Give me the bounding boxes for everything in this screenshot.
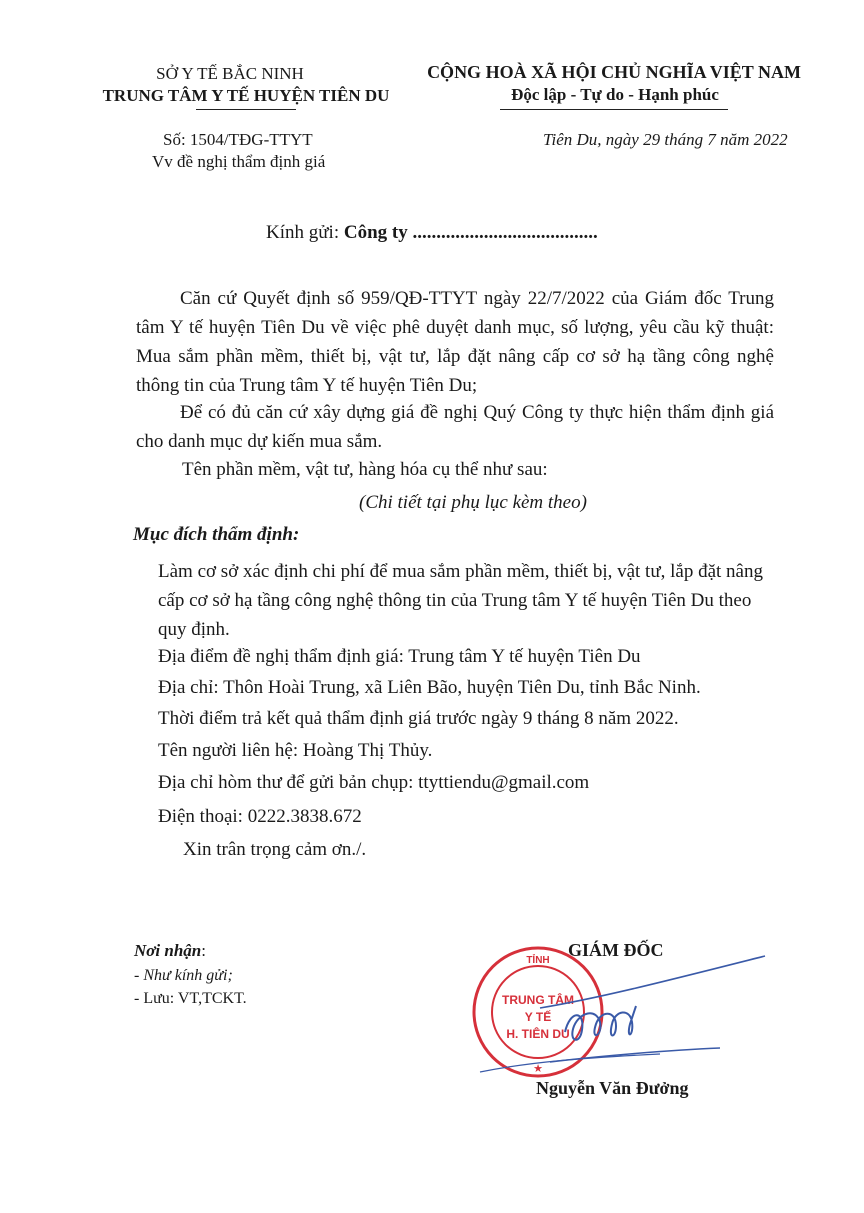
recipient-item: - Như kính gửi; bbox=[134, 967, 233, 984]
place-date: Tiên Du, ngày 29 tháng 7 năm 2022 bbox=[543, 130, 788, 149]
salutation bbox=[266, 222, 598, 244]
recipients-heading bbox=[134, 941, 206, 961]
purpose-heading: Mục đích thẩm định: bbox=[133, 524, 300, 545]
paragraph-purpose-request: Để có đủ căn cứ xây dựng giá đề nghị Quý Công ty thực hiện thẩm định giá cho danh mục dự kiến mua sắm. bbox=[136, 402, 774, 452]
org-underline bbox=[196, 109, 296, 110]
paragraph-item-list-intro: Tên phần mềm, vật tư, hàng hóa cụ thể như sau: bbox=[182, 459, 548, 480]
org-parent: SỞ Y TẾ BẮC NINH bbox=[156, 64, 304, 83]
signature-title: GIÁM ĐỐC bbox=[568, 940, 664, 960]
recipients-heading-colon: : bbox=[201, 941, 206, 960]
salutation-prefix: Kính gửi: bbox=[266, 222, 340, 243]
doc-subject: Vv đề nghị thẩm định giá bbox=[152, 152, 326, 171]
salutation-recipient: Công ty ....................................... bbox=[343, 222, 598, 243]
paragraph-legal-basis: Căn cứ Quyết định số 959/QĐ-TTYT ngày 22/7/2022 của Giám đốc Trung tâm Y tế huyện Tiên Du về việc phê duyệt danh mục, số lượng, yêu cầu kỹ thuật: Mua sắm phần mềm, thiết bị, vật tư, lắp đặt nâng cấp cơ sở hạ tầng công nghệ thông tin của Trung tâm Y tế huyện Tiên Du; bbox=[136, 288, 774, 396]
stamp-line-3: H. TIÊN DU bbox=[506, 1027, 570, 1041]
closing-line: Xin trân trọng cảm ơn./. bbox=[183, 839, 367, 860]
valuation-location: Địa điểm đề nghị thẩm định giá: Trung tâm Y tế huyện Tiên Du bbox=[158, 646, 641, 667]
org-name: TRUNG TÂM Y TẾ HUYỆN TIÊN DU bbox=[102, 86, 390, 105]
phone-line: Điện thoại: 0222.3838.672 bbox=[158, 806, 362, 827]
contact-line: Tên người liên hệ: Hoàng Thị Thủy. bbox=[158, 740, 433, 761]
motto: Độc lập - Tự do - Hạnh phúc bbox=[511, 85, 719, 104]
recipients-list bbox=[134, 964, 247, 1010]
deadline-line: Thời điểm trả kết quả thẩm định giá trước ngày 9 tháng 8 năm 2022. bbox=[158, 708, 679, 729]
recipients-heading-label: Nơi nhận bbox=[134, 941, 202, 960]
email-line: Địa chỉ hòm thư để gửi bản chụp: ttyttiendu@gmail.com bbox=[158, 772, 590, 793]
purpose-text: Làm cơ sở xác định chi phí để mua sắm phần mềm, thiết bị, vật tư, lắp đặt nâng cấp cơ sở hạ tầng công nghệ thông tin của Trung tâm Y tế huyện Tiên Du theo quy định. bbox=[158, 561, 763, 640]
handwritten-signature bbox=[470, 950, 790, 1090]
stamp-text-top: TỈNH bbox=[526, 955, 550, 966]
doc-number: Số: 1504/TĐG-TTYT bbox=[163, 130, 313, 149]
appendix-note: (Chi tiết tại phụ lục kèm theo) bbox=[359, 492, 587, 513]
country-name: CỘNG HOÀ XÃ HỘI CHỦ NGHĨA VIỆT NAM bbox=[427, 62, 801, 82]
signatory-name: Nguyễn Văn Đưởng bbox=[536, 1078, 689, 1098]
stamp-line-2: Y TẾ bbox=[524, 1010, 552, 1024]
svg-text:★: ★ bbox=[533, 1063, 543, 1075]
stamp-line-1: TRUNG TÂM bbox=[502, 993, 574, 1007]
motto-underline bbox=[500, 109, 728, 110]
recipient-item: - Lưu: VT,TCKT. bbox=[134, 990, 247, 1007]
address-line: Địa chỉ: Thôn Hoài Trung, xã Liên Bão, huyện Tiên Du, tỉnh Bắc Ninh. bbox=[158, 677, 701, 698]
